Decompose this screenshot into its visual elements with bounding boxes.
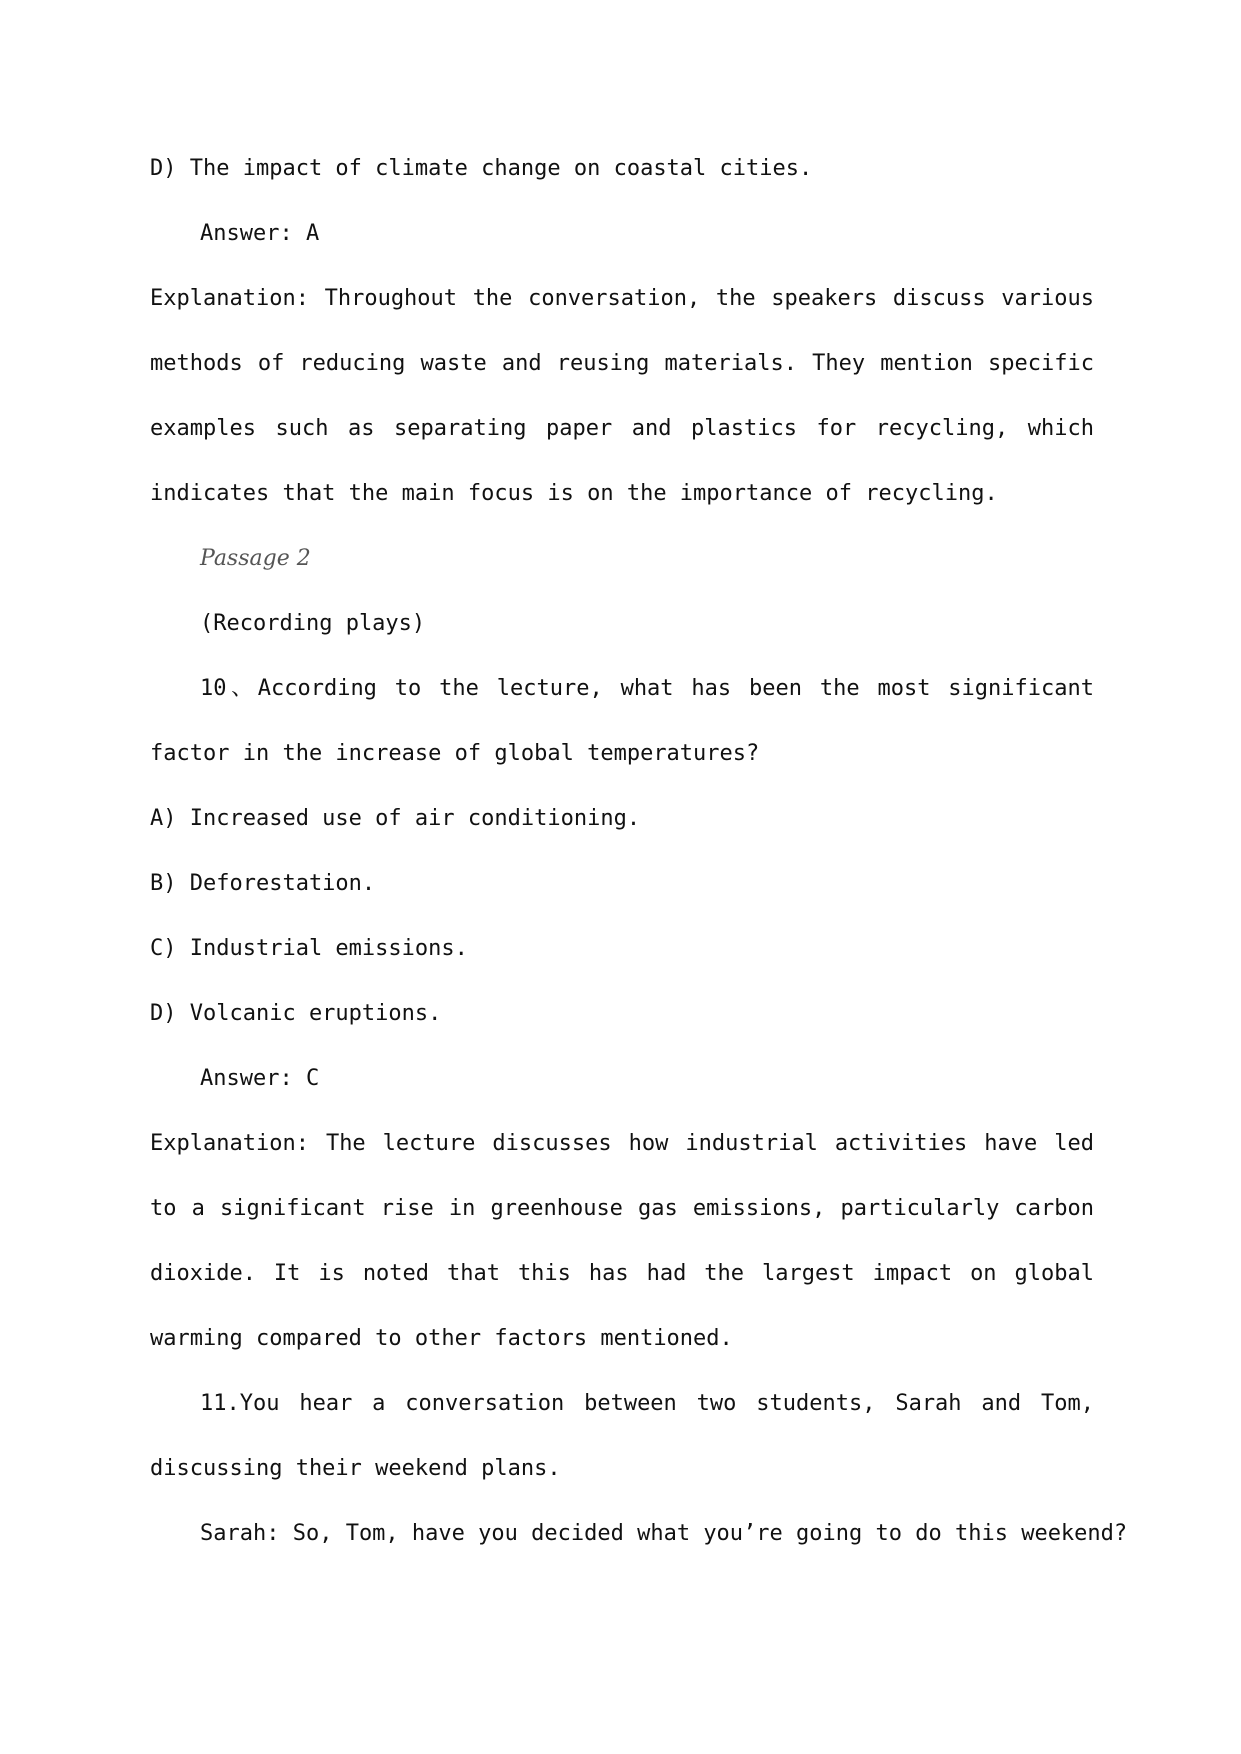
question-10-option-c: C) Industrial emissions. [150,936,468,961]
passage-heading: Passage 2 [200,546,311,571]
question-10-explanation: Explanation: The lecture discusses how industrial activities have led to a significant rise in greenhouse gas emissions, particularly carbon dioxide. It is noted that this has had the largest impact on global warming compared to other factors mentioned. [150,1131,1094,1351]
answer-previous: Answer: A [200,221,320,246]
question-11-dialogue: Sarah: So, Tom, have you decided what you’re going to do this weekend? [200,1521,1128,1546]
question-10: 10、According to the lecture, what has been the most significant factor in the increase of global temperatures? [150,676,1094,766]
recording-note: (Recording plays) [200,611,426,636]
question-10-option-b: B) Deforestation. [150,871,376,896]
question-10-option-a: A) Increased use of air conditioning. [150,806,641,831]
document-page [150,136,1128,1566]
explanation-previous: Explanation: Throughout the conversation, the speakers discuss various methods of reducing waste and reusing materials. They mention specific examples such as separating paper and plastics for recycling, which indicates that the main focus is on the importance of recycling. [150,286,1094,506]
question-11-intro: 11.You hear a conversation between two students, Sarah and Tom, discussing their weekend plans. [150,1391,1094,1481]
question-10-answer: Answer: C [200,1066,320,1091]
question-10-option-d: D) Volcanic eruptions. [150,1001,442,1026]
option-d-previous: D) The impact of climate change on coastal cities. [150,156,813,181]
